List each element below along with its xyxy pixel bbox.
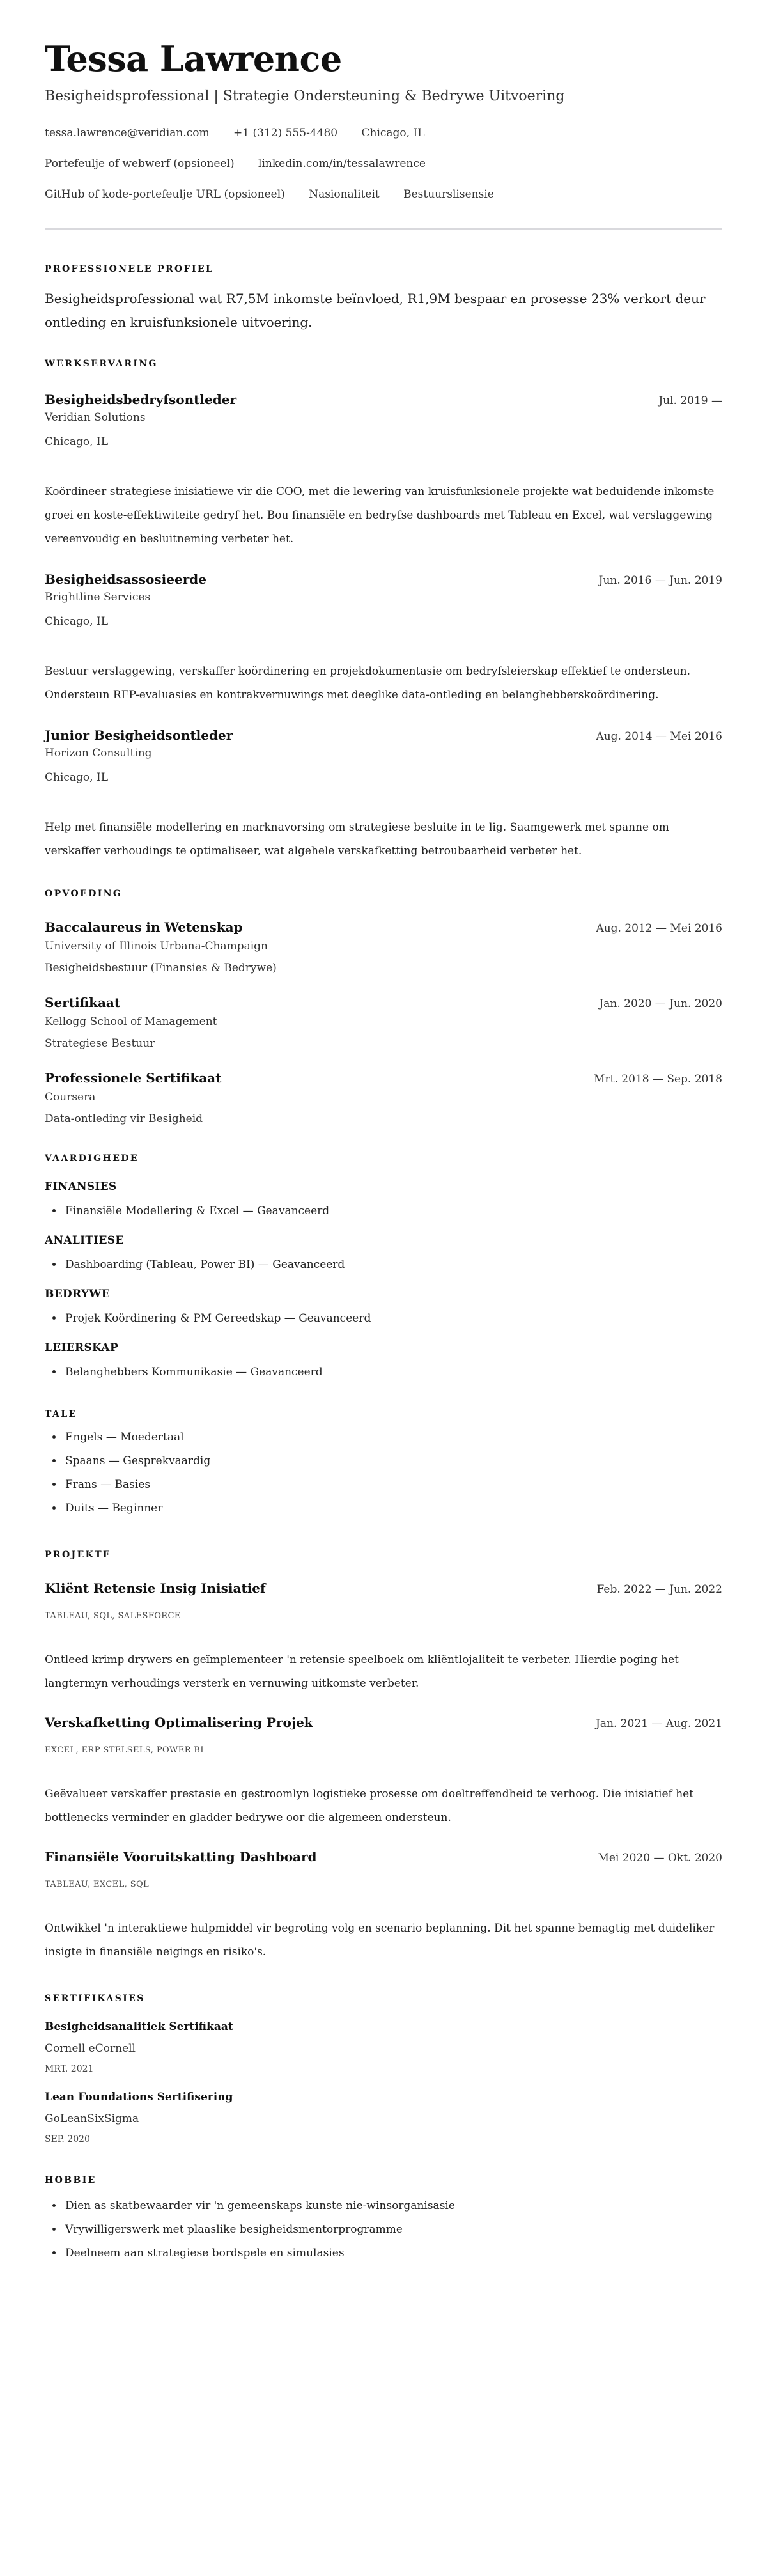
skill-list <box>45 1203 722 1219</box>
project-tech-stack: TABLEAU, SQL, SALESFORCE <box>45 1611 181 1621</box>
field-of-study: Strategiese Bestuur <box>45 1037 155 1050</box>
field-of-study: Besigheidsbestuur (Finansies & Bedrywe) <box>45 962 277 974</box>
skill-item: • Dashboarding (Tableau, Power BI) — Geavanceerd <box>63 1257 722 1272</box>
section-heading: TALE <box>45 1409 77 1419</box>
project-title: Kliënt Retensie Insig Inisiatief <box>45 1581 266 1596</box>
education-dates: Mrt. 2018 — Sep. 2018 <box>594 1073 722 1086</box>
contact-nationality: Nasionaliteit <box>309 188 380 201</box>
contact-row <box>45 125 722 141</box>
experience-entry <box>45 726 722 863</box>
contact-phone[interactable]: +1 (312) 555-4480 <box>233 127 338 139</box>
job-title: Besigheidsbedryfsontleder <box>45 392 236 407</box>
project-description: Ontleed krimp drywers en geïmplementeer 'n retensie speelboek om kliëntlojaliteit te verbeter. Hierdie poging het langtermyn verhoudings versterk en vernuwing uitkomste verbeter. <box>45 1653 679 1690</box>
contact-row <box>45 156 722 171</box>
education-entry <box>45 918 722 976</box>
language-item: • Engels — Moedertaal <box>63 1426 722 1449</box>
language-item: • Frans — Basies <box>63 1473 722 1497</box>
hobby-list <box>45 2194 722 2265</box>
certification-date: SEP. 2020 <box>45 2134 90 2144</box>
certification-entry <box>45 2019 722 2075</box>
projects-section <box>45 1549 722 1964</box>
skill-list <box>45 1364 722 1380</box>
project-entry <box>45 1713 722 1830</box>
hobbies-section <box>45 2174 722 2265</box>
education-entry <box>45 994 722 1051</box>
job-location: Chicago, IL <box>45 615 108 628</box>
skill-list <box>45 1257 722 1272</box>
contact-email[interactable]: tessa.lawrence@veridian.com <box>45 127 210 139</box>
project-title: Finansiële Vooruitskatting Dashboard <box>45 1849 317 1864</box>
section-heading: VAARDIGHEDE <box>45 1153 139 1164</box>
skill-group <box>45 1179 722 1219</box>
experience-section <box>45 357 722 863</box>
languages-section <box>45 1408 722 1520</box>
job-dates: Jun. 2016 — Jun. 2019 <box>598 574 722 587</box>
education-dates: Aug. 2012 — Mei 2016 <box>596 922 722 935</box>
certification-name: Lean Foundations Sertifisering <box>45 2091 233 2104</box>
skill-category: ANALITIESE <box>45 1234 124 1247</box>
job-title: Junior Besigheidsontleder <box>45 728 233 743</box>
profile-summary: Besigheidsprofessional wat R7,5M inkomste beïnvloed, R1,9M bespaar en prosesse 23% verkort deur ontleding en kruisfunksionele uitvoering. <box>45 291 706 330</box>
hobby-item: • Dien as skatbewaarder vir 'n gemeenskaps kunste nie-winsorganisasie <box>63 2194 722 2218</box>
education-section <box>45 887 722 1127</box>
hobby-item: • Vrywilligerswerk met plaaslike besigheidsmentorprogramme <box>63 2218 722 2242</box>
project-title: Verskafketting Optimalisering Projek <box>45 1715 313 1730</box>
skill-category: FINANSIES <box>45 1180 117 1193</box>
project-tech-stack: EXCEL, ERP STELSELS, POWER BI <box>45 1745 204 1755</box>
project-dates: Jan. 2021 — Aug. 2021 <box>596 1717 722 1730</box>
degree-title: Professionele Sertifikaat <box>45 1070 222 1086</box>
header-divider <box>45 228 722 230</box>
project-dates: Mei 2020 — Okt. 2020 <box>598 1852 722 1864</box>
section-heading: PROFESSIONELE PROFIEL <box>45 264 214 274</box>
degree-title: Sertifikaat <box>45 995 121 1010</box>
job-title: Besigheidsassosieerde <box>45 572 206 587</box>
language-item: • Spaans — Gesprekvaardig <box>63 1449 722 1473</box>
education-dates: Jan. 2020 — Jun. 2020 <box>599 997 722 1010</box>
job-company: Horizon Consulting <box>45 747 152 760</box>
candidate-headline: Besigheidsprofessional | Strategie Ondersteuning & Bedrywe Uitvoering <box>45 88 565 104</box>
experience-entry <box>45 391 722 551</box>
contact-location: Chicago, IL <box>361 127 425 139</box>
education-entry <box>45 1069 722 1127</box>
skill-group <box>45 1286 722 1326</box>
skill-group <box>45 1340 722 1380</box>
project-description: Geëvalueer verskaffer prestasie en gestroomlyn logistieke prosesse om doeltreffendheid te verhoog. Die inisiatief het bottlenecks verminder en gladder bedrywe oor die algemeen ondersteun. <box>45 1788 694 1824</box>
job-location: Chicago, IL <box>45 435 108 448</box>
project-tech-stack: TABLEAU, EXCEL, SQL <box>45 1880 150 1889</box>
job-dates: Aug. 2014 — Mei 2016 <box>596 730 722 743</box>
job-company: Brightline Services <box>45 591 151 604</box>
institution-name: University of Illinois Urbana-Champaign <box>45 940 268 953</box>
job-description: Bestuur verslaggewing, verskaffer koördinering en projekdokumentasie om bedryfsleierskap effektief te ondersteun. Ondersteun RFP-evaluasies en kontrakvernuwings met deeglike data-ontleding en belanghebberskoördinering. <box>45 665 690 701</box>
project-description: Ontwikkel 'n interaktiewe hulpmiddel vir begroting volg en scenario beplanning. Dit het spanne bemagtig met duideliker insigte in finansiële neigings en risiko's. <box>45 1922 715 1958</box>
section-heading: PROJEKTE <box>45 1550 112 1560</box>
certification-issuer: GoLeanSixSigma <box>45 2112 139 2125</box>
skill-item: • Finansiële Modellering & Excel — Geavanceerd <box>63 1203 722 1219</box>
degree-title: Baccalaureus in Wetenskap <box>45 919 243 935</box>
certification-entry <box>45 2089 722 2146</box>
institution-name: Coursera <box>45 1091 96 1104</box>
profile-section <box>45 263 722 334</box>
section-heading: OPVOEDING <box>45 889 123 899</box>
language-item: • Duits — Beginner <box>63 1497 722 1520</box>
contact-drivers-license: Bestuurslisensie <box>403 188 494 201</box>
skill-item: • Projek Koördinering & PM Gereedskap — Geavanceerd <box>63 1311 722 1326</box>
contact-linkedin[interactable]: linkedin.com/in/tessalawrence <box>258 157 426 170</box>
job-company: Veridian Solutions <box>45 411 146 424</box>
job-location: Chicago, IL <box>45 771 108 784</box>
institution-name: Kellogg School of Management <box>45 1015 217 1028</box>
skill-group <box>45 1233 722 1272</box>
skill-item: • Belanghebbers Kommunikasie — Geavanceerd <box>63 1364 722 1380</box>
section-heading: SERTIFIKASIES <box>45 1994 145 2004</box>
experience-entry <box>45 570 722 707</box>
certification-name: Besigheidsanalitiek Sertifikaat <box>45 2020 233 2033</box>
section-heading: HOBBIE <box>45 2175 97 2185</box>
contact-row <box>45 187 722 202</box>
skill-category: LEIERSKAP <box>45 1341 118 1354</box>
language-list <box>45 1426 722 1520</box>
job-description: Koördineer strategiese inisiatiewe vir die COO, met die lewering van kruisfunksionele projekte wat beduidende inkomste groei en koste-effektiwiteite gedryf het. Bou finansiële en bedryfse dashboards met Tableau en Excel, wat verslaggewing vereenvoudig en besluitneming verbeter het. <box>45 485 715 545</box>
job-dates: Jul. 2019 — <box>658 394 722 407</box>
field-of-study: Data-ontleding vir Besigheid <box>45 1112 203 1125</box>
certifications-section <box>45 1992 722 2146</box>
contact-github[interactable]: GitHub of kode-portefeulje URL (opsioneel) <box>45 188 285 201</box>
contact-portfolio[interactable]: Portefeulje of webwerf (opsioneel) <box>45 157 235 170</box>
project-entry <box>45 1848 722 1964</box>
certification-issuer: Cornell eCornell <box>45 2042 136 2055</box>
certification-date: MRT. 2021 <box>45 2064 94 2074</box>
job-description: Help met finansiële modellering en marknavorsing om strategiese besluite in te lig. Saamgewerk met spanne om verskaffer verhoudings te optimaliseer, wat algehele verskafketting betroubaarheid verbeter het. <box>45 821 669 857</box>
resume-header <box>45 38 722 230</box>
project-dates: Feb. 2022 — Jun. 2022 <box>596 1583 722 1596</box>
hobby-item: • Deelneem aan strategiese bordspele en simulasies <box>63 2242 722 2265</box>
skill-list <box>45 1311 722 1326</box>
section-heading: WERKSERVARING <box>45 359 158 369</box>
project-entry <box>45 1579 722 1696</box>
candidate-name: Tessa Lawrence <box>45 38 342 79</box>
skill-category: BEDRYWE <box>45 1288 110 1300</box>
skills-section <box>45 1152 722 1380</box>
